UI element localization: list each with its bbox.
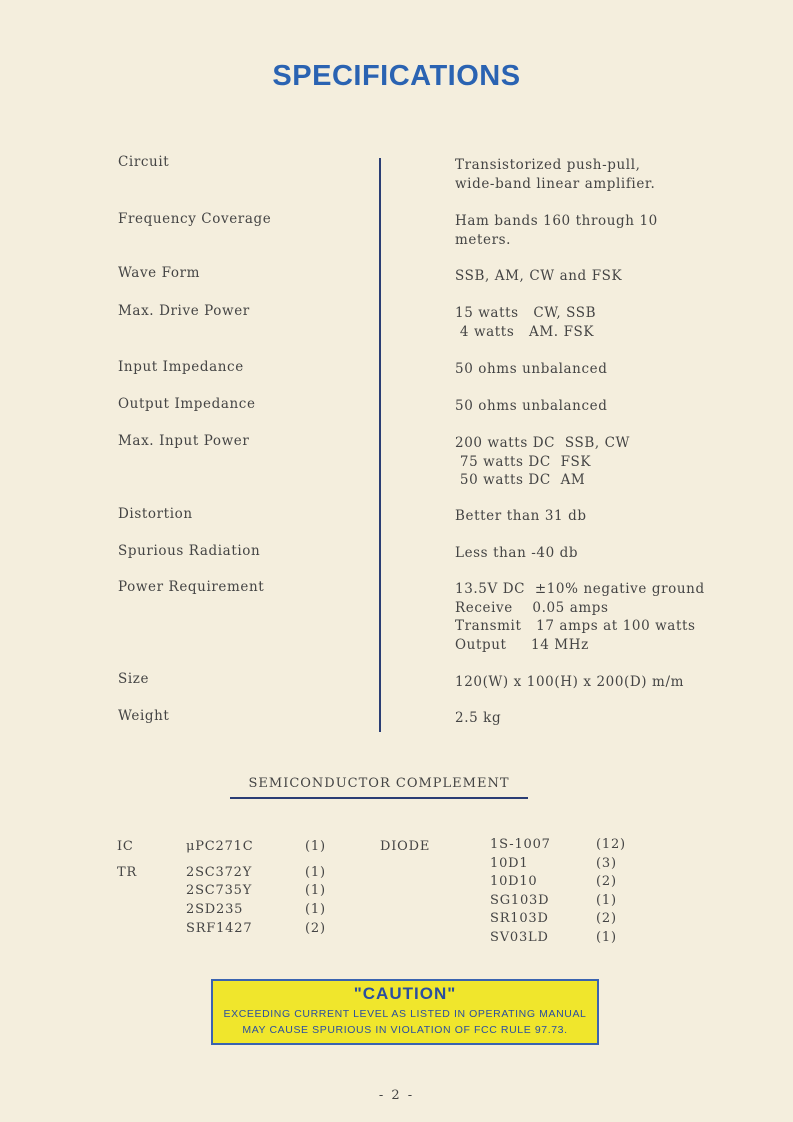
spec-label-frequency: Frequency Coverage	[118, 211, 272, 227]
spec-label-distortion: Distortion	[118, 506, 193, 522]
diode-qty: (1)	[596, 929, 617, 945]
caution-box	[211, 979, 599, 1045]
spec-value-size: 120(W) x 100(H) x 200(D) m/m	[455, 674, 685, 690]
spec-value-waveform: SSB, AM, CW and FSK	[455, 268, 623, 284]
semiconductor-heading: SEMICONDUCTOR COMPLEMENT	[230, 776, 528, 799]
spec-label-power-requirement: Power Requirement	[118, 579, 265, 595]
tr-qty: (1)	[305, 865, 326, 880]
diode-part: 1S-1007	[490, 837, 551, 852]
spec-label-output-impedance: Output Impedance	[118, 396, 256, 412]
spec-label-circuit: Circuit	[118, 154, 170, 170]
tr-part: 2SC735Y	[186, 883, 253, 898]
diode-label: DIODE	[380, 839, 431, 854]
spec-value-power-requirement: 13.5V DC ±10% negative ground Receive 0.05 amps Transmit 17 amps at 100 watts Output 14 MHz	[455, 581, 705, 653]
diode-qty: (2)	[596, 911, 617, 926]
spec-value-weight: 2.5 kg	[455, 710, 502, 726]
spec-value-drive-power: 15 watts CW, SSB 4 watts AM. FSK	[455, 305, 597, 340]
tr-qty: (1)	[305, 902, 326, 917]
diode-row	[490, 855, 650, 874]
spec-label-size: Size	[118, 671, 150, 687]
spec-value-output-impedance: 50 ohms unbalanced	[455, 398, 608, 414]
diode-part: SR103D	[490, 911, 549, 926]
spec-label-waveform: Wave Form	[118, 265, 201, 281]
diode-row	[490, 892, 650, 911]
caution-heading: "CAUTION"	[353, 984, 457, 1003]
column-divider	[379, 158, 381, 732]
tr-part: 2SD235	[186, 902, 244, 917]
spec-value-input-power: 200 watts DC SSB, CW 75 watts DC FSK 50 watts DC AM	[455, 435, 631, 488]
diode-row	[490, 929, 650, 948]
page-title: SPECIFICATIONS	[272, 60, 521, 92]
spec-label-weight: Weight	[118, 708, 170, 724]
page-number: - 2 -	[378, 1088, 415, 1103]
tr-label: TR	[117, 865, 138, 880]
spec-value-input-impedance: 50 ohms unbalanced	[455, 361, 608, 377]
diode-row	[490, 873, 650, 892]
caution-line-2: MAY CAUSE SPURIOUS IN VIOLATION OF FCC RULE 97.73.	[242, 1024, 568, 1036]
spec-label-spurious: Spurious Radiation	[118, 543, 261, 559]
diode-list	[490, 836, 650, 945]
diode-row	[490, 910, 650, 929]
tr-qty: (1)	[305, 883, 326, 898]
diode-part: 10D10	[490, 874, 538, 889]
ic-label: IC	[117, 839, 134, 854]
tr-part: 2SC372Y	[186, 865, 253, 880]
tr-qty: (2)	[305, 921, 326, 936]
spec-label-drive-power: Max. Drive Power	[118, 303, 250, 319]
diode-part: SV03LD	[490, 929, 549, 945]
ic-part: μPC271C	[186, 839, 254, 854]
diode-qty: (2)	[596, 874, 617, 889]
diode-row	[490, 836, 650, 855]
tr-part: SRF1427	[186, 921, 253, 936]
diode-qty: (3)	[596, 855, 617, 871]
spec-label-input-power: Max. Input Power	[118, 433, 250, 449]
spec-value-spurious: Less than -40 db	[455, 545, 579, 561]
spec-label-input-impedance: Input Impedance	[118, 359, 244, 375]
spec-value-frequency: Ham bands 160 through 10 meters.	[455, 213, 658, 248]
diode-part: 10D1	[490, 855, 529, 871]
ic-qty: (1)	[305, 839, 326, 854]
diode-qty: (12)	[596, 837, 626, 852]
spec-value-circuit: Transistorized push-pull, wide-band linear amplifier.	[455, 157, 656, 192]
spec-value-distortion: Better than 31 db	[455, 508, 587, 524]
diode-part: SG103D	[490, 892, 550, 908]
diode-qty: (1)	[596, 892, 617, 908]
caution-line-1: EXCEEDING CURRENT LEVEL AS LISTED IN OPERATING MANUAL	[223, 1008, 587, 1020]
